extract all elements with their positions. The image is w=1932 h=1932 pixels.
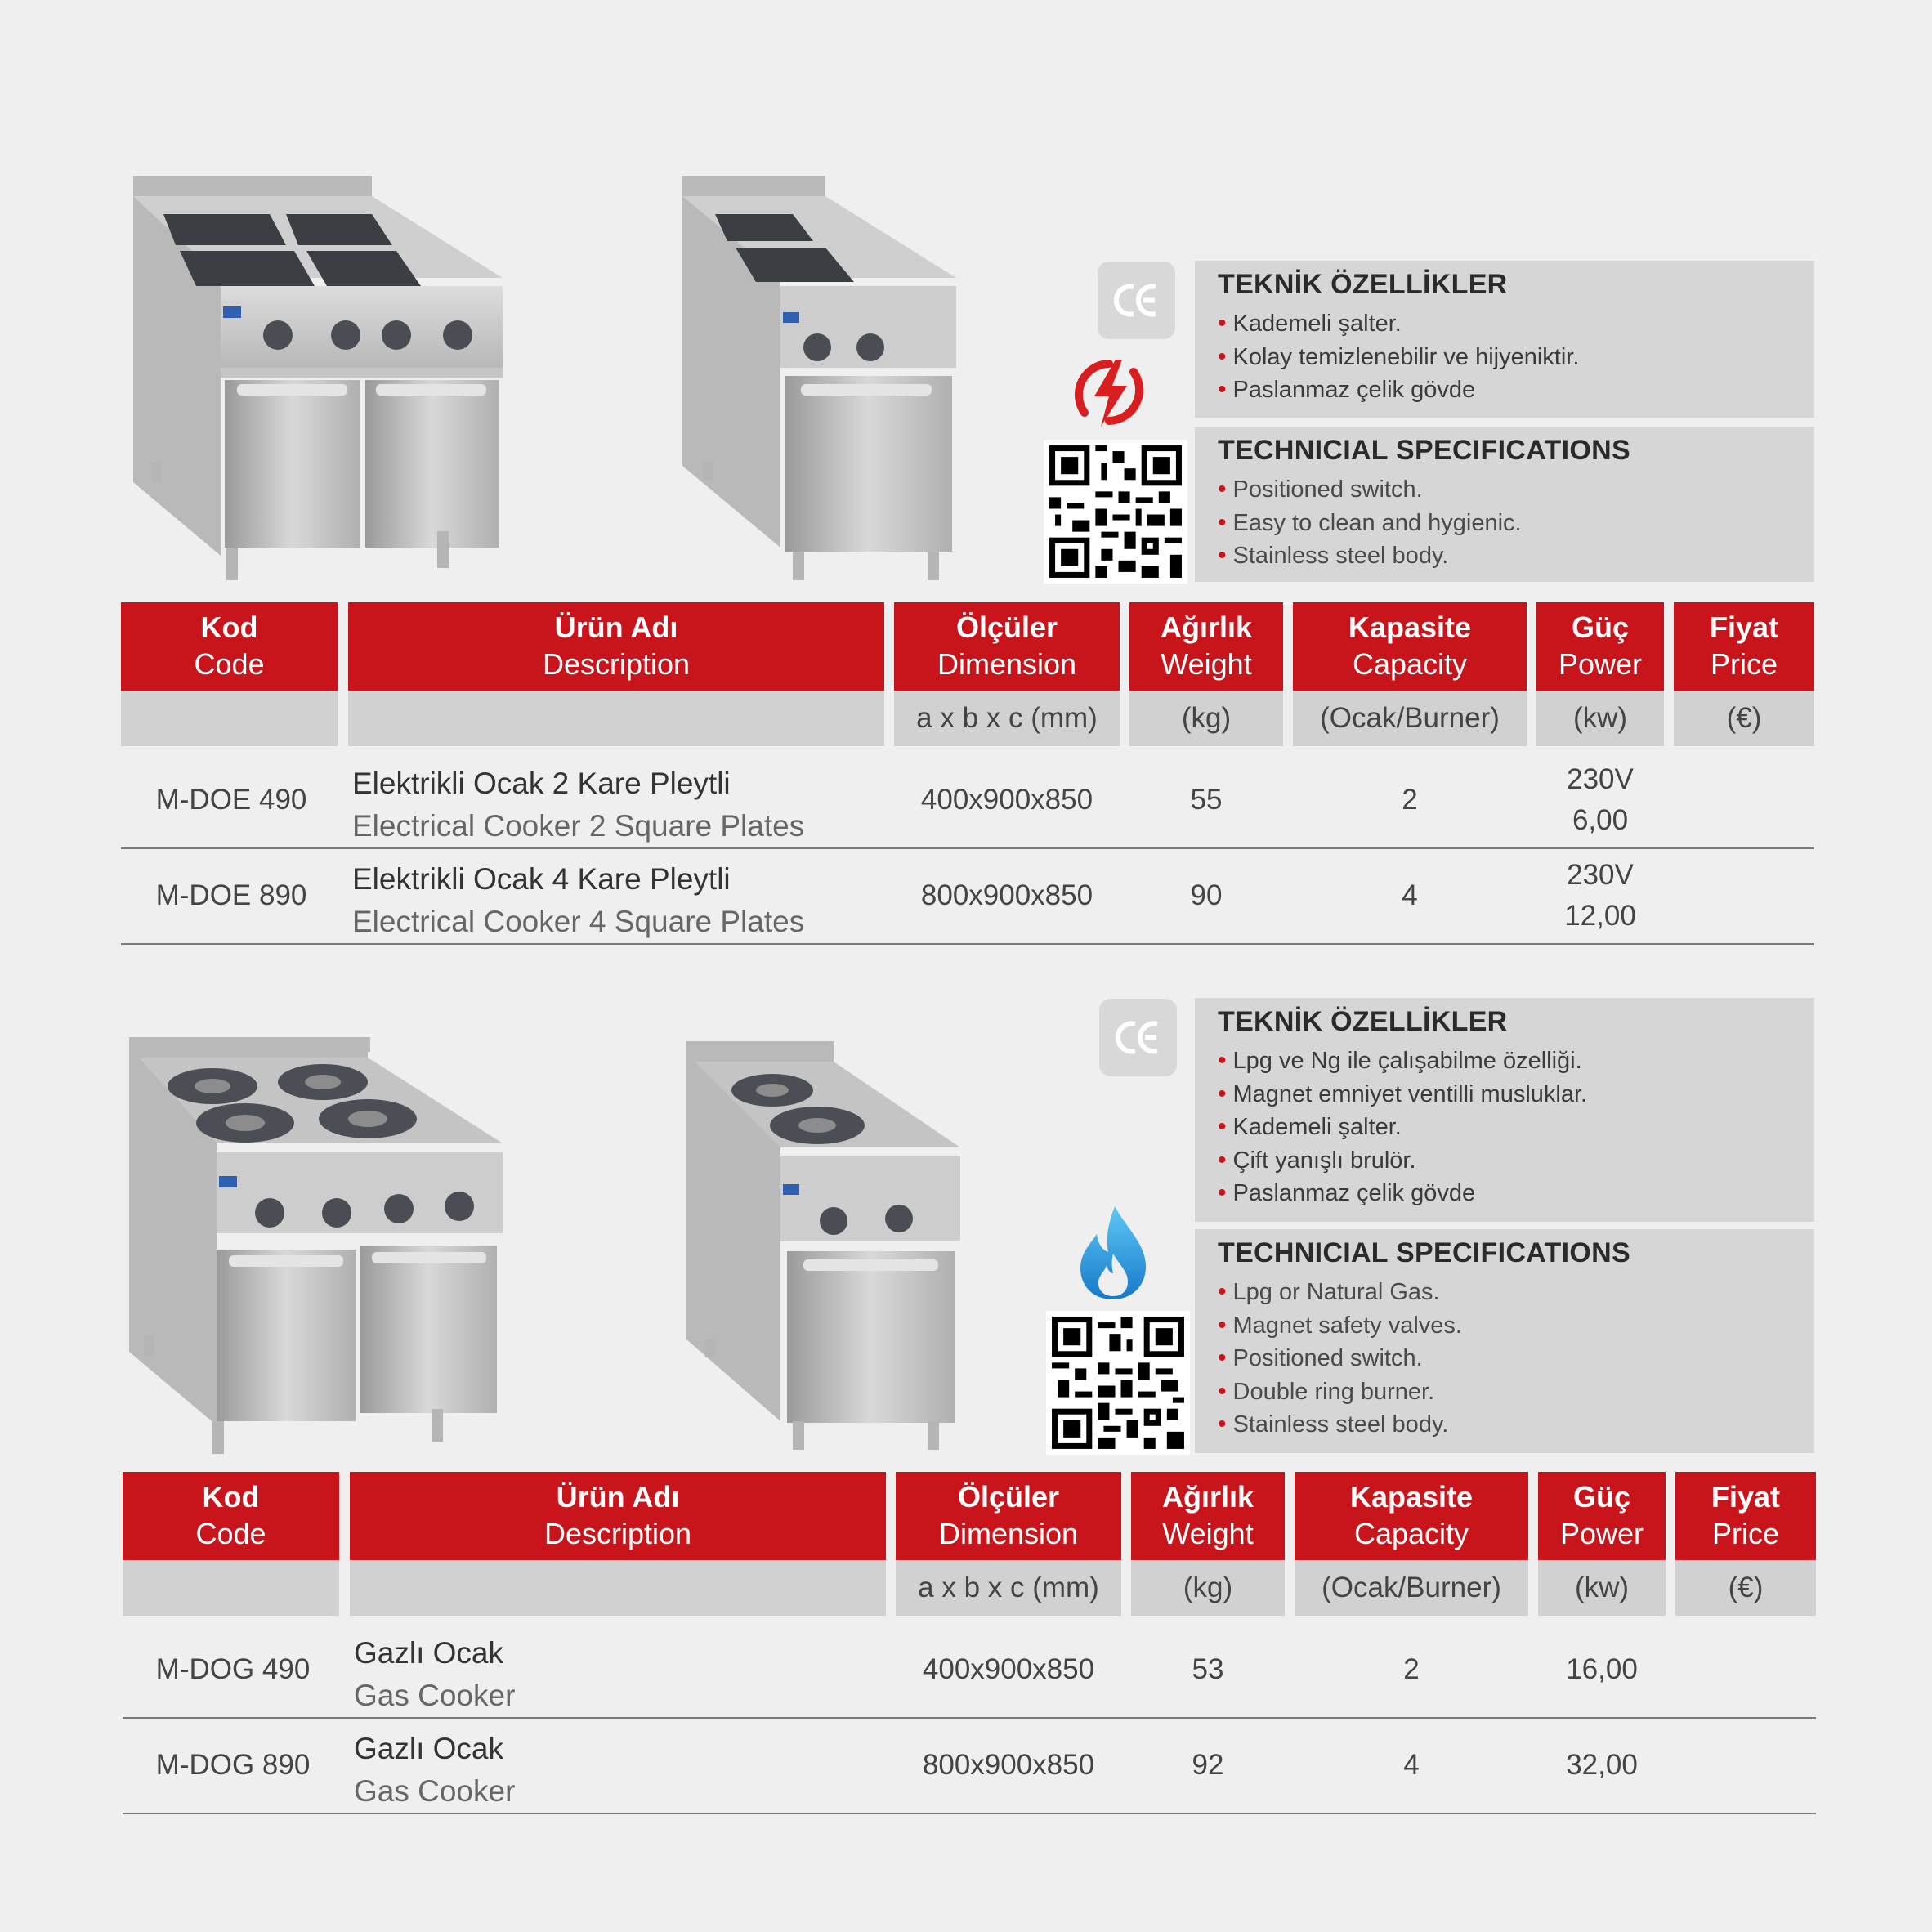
spec-item: • Stainless steel body. [1218,539,1791,573]
power-voltage: 230V [1567,859,1634,891]
gas-cooker-4-burner-image [123,1033,511,1458]
spec-item: • Kademeli şalter. [1218,1111,1791,1144]
cell-power [1536,753,1664,847]
cell-description [352,753,883,847]
cell-dimension: 400x900x850 [922,1653,1095,1685]
unit-weight: (kg) [1131,1560,1285,1616]
header-price: Fiyat Price [1675,1472,1816,1560]
spec-title-tr: TEKNİK ÖZELLİKLER [1218,1006,1508,1037]
header-description: Ürün Adı Description [348,602,884,691]
ce-mark-icon [1098,262,1175,339]
power-voltage: 230V [1567,763,1634,795]
cell-price [1675,1622,1816,1717]
electric-cooker-2-plate-image [678,172,973,597]
cell-capacity: 4 [1402,879,1418,911]
table-row [121,848,1814,945]
cell-capacity: 2 [1402,784,1418,816]
cell-weight: 90 [1190,879,1223,911]
spec-item: • Double ring burner. [1218,1375,1791,1409]
header-capacity: Kapasite Capacity [1295,1472,1528,1560]
spec-item: • Magnet safety valves. [1218,1309,1791,1343]
product-name-tr: Elektrikli Ocak 4 Kare Pleytli [352,862,731,896]
product-name-tr: Gazlı Ocak [354,1732,503,1765]
spec-item: • Kolay temizlenebilir ve hijyeniktir. [1218,341,1791,374]
header-dimension: Ölçüler Dimension [896,1472,1121,1560]
unit-code [121,691,338,746]
spec-panel-en [1195,1229,1814,1453]
electric-cooker-4-plate-image [127,172,511,597]
unit-power: (kw) [1538,1560,1666,1616]
spec-item: • Çift yanışlı brulör. [1218,1144,1791,1178]
spec-item: • Stainless steel body. [1218,1408,1791,1442]
gas-cooker-2-burner-image [682,1037,977,1462]
header-power: Güç Power [1538,1472,1666,1560]
header-code: Kod Code [123,1472,339,1560]
product-name-en: Electrical Cooker 2 Square Plates [352,809,805,843]
spec-list-tr [1218,307,1791,407]
product-name-tr: Elektrikli Ocak 2 Kare Pleytli [352,767,731,800]
table-row [121,753,1814,849]
power-kw: 32,00 [1566,1749,1638,1781]
cell-price [1675,1718,1816,1813]
cell-description [354,1718,885,1813]
spec-item: • Positioned switch. [1218,1342,1791,1375]
spec-item: • Lpg ve Ng ile çalışabilme özelliği. [1218,1044,1791,1078]
unit-dimension: a x b x c (mm) [896,1560,1121,1616]
unit-power: (kw) [1536,691,1664,746]
spec-item: • Paslanmaz çelik gövde [1218,1177,1791,1210]
spec-title-en: TECHNICIAL SPECIFICATIONS [1218,1237,1630,1268]
cell-description [352,848,883,943]
header-capacity: Kapasite Capacity [1293,602,1527,691]
cell-code: M-DOG 890 [155,1749,311,1781]
spec-panel-tr [1195,998,1814,1222]
cell-capacity: 2 [1403,1653,1420,1685]
header-weight: Ağırlık Weight [1129,602,1283,691]
cell-power [1538,1622,1666,1717]
unit-description [348,691,884,746]
unit-description [350,1560,886,1616]
spec-list-en [1218,1276,1791,1442]
cell-weight: 53 [1192,1653,1224,1685]
spec-item: • Magnet emniyet ventilli musluklar. [1218,1078,1791,1111]
flame-icon [1077,1203,1149,1301]
product-name-en: Gas Cooker [354,1774,516,1808]
spec-item: • Kademeli şalter. [1218,307,1791,341]
spec-item: • Lpg or Natural Gas. [1218,1276,1791,1309]
unit-capacity: (Ocak/Burner) [1295,1560,1528,1616]
cell-dimension: 400x900x850 [920,784,1093,816]
product-name-en: Gas Cooker [354,1679,516,1712]
spec-panel-en [1195,427,1814,582]
header-description: Ürün Adı Description [350,1472,886,1560]
qr-code-icon [1044,440,1187,584]
power-kw: 12,00 [1564,900,1636,932]
header-price: Fiyat Price [1674,602,1814,691]
lightning-icon [1068,351,1150,433]
spec-list-tr [1218,1044,1791,1210]
unit-dimension: a x b x c (mm) [894,691,1120,746]
cell-code: M-DOG 490 [155,1653,311,1685]
table-row [123,1622,1816,1719]
spec-item: • Easy to clean and hygienic. [1218,507,1791,540]
cell-price [1674,848,1814,943]
header-power: Güç Power [1536,602,1664,691]
cell-power [1536,848,1664,943]
header-dimension: Ölçüler Dimension [894,602,1120,691]
spec-title-en: TECHNICIAL SPECIFICATIONS [1218,435,1630,466]
spec-list-en [1218,473,1791,573]
product-name-tr: Gazlı Ocak [354,1636,503,1670]
cell-weight: 55 [1190,784,1223,816]
unit-weight: (kg) [1129,691,1283,746]
cell-description [354,1622,885,1717]
cell-power [1538,1718,1666,1813]
cell-code: M-DOE 890 [155,879,307,911]
spec-panel-tr [1195,261,1814,418]
spec-item: • Positioned switch. [1218,473,1791,507]
power-kw: 16,00 [1566,1653,1638,1685]
unit-code [123,1560,339,1616]
cell-code: M-DOE 490 [155,784,307,816]
power-kw: 6,00 [1572,804,1629,836]
spec-item: • Paslanmaz çelik gövde [1218,373,1791,407]
unit-price: (€) [1674,691,1814,746]
header-code: Kod Code [121,602,338,691]
unit-price: (€) [1675,1560,1816,1616]
cell-dimension: 800x900x850 [920,879,1093,911]
qr-code-icon [1046,1311,1190,1455]
spec-title-tr: TEKNİK ÖZELLİKLER [1218,269,1508,300]
unit-capacity: (Ocak/Burner) [1293,691,1527,746]
cell-price [1674,753,1814,847]
cell-capacity: 4 [1403,1749,1420,1781]
ce-mark-icon [1099,999,1177,1076]
cell-weight: 92 [1192,1749,1224,1781]
cell-dimension: 800x900x850 [922,1749,1095,1781]
table-row [123,1718,1816,1814]
header-weight: Ağırlık Weight [1131,1472,1285,1560]
product-name-en: Electrical Cooker 4 Square Plates [352,905,805,938]
